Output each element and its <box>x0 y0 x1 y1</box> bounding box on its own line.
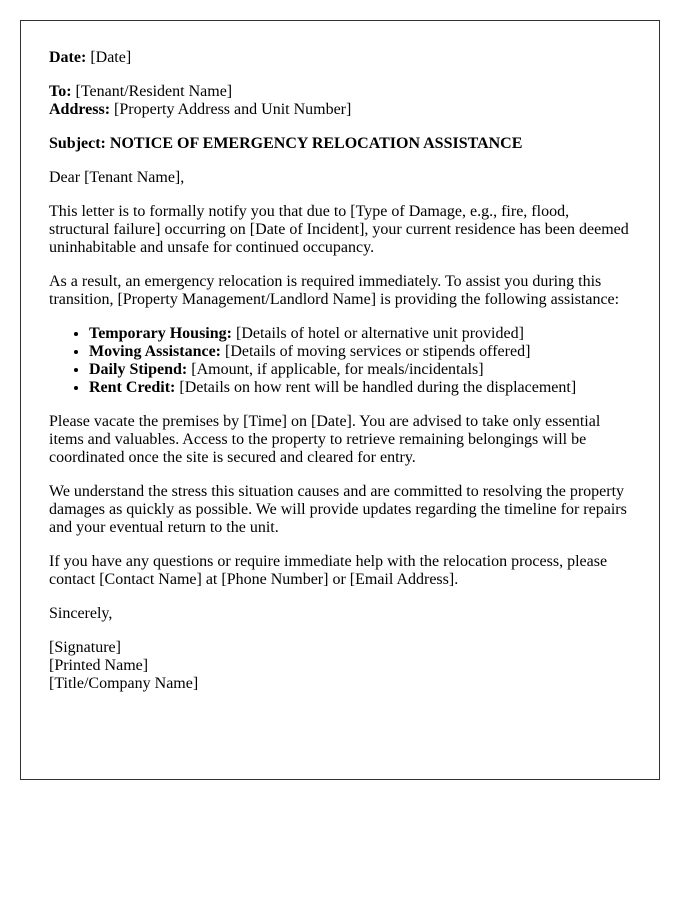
address-value: [Property Address and Unit Number] <box>110 101 352 118</box>
assistance-list <box>49 325 631 397</box>
subject-label: Subject: <box>49 135 106 152</box>
signature-line: [Signature] <box>49 639 121 656</box>
address-line <box>49 101 351 118</box>
date-value: [Date] <box>86 49 132 66</box>
subject-value: NOTICE OF EMERGENCY RELOCATION ASSISTANCE <box>105 135 523 152</box>
to-label: To: <box>49 83 72 100</box>
assistance-item-text: [Details of moving services or stipends offered] <box>221 343 531 360</box>
letter-document <box>20 20 660 780</box>
vacate-paragraph: Please vacate the premises by [Time] on [Date]. You are advised to take only essential items and valuables. Access to the property to retrieve remaining belongings will be coordinated once the site is secured and cleared for entry. <box>49 413 601 466</box>
assistance-item-temporary-housing <box>89 325 631 343</box>
assistance-item-text: [Amount, if applicable, for meals/incidentals] <box>187 361 484 378</box>
assistance-item-label: Daily Stipend: <box>89 361 188 378</box>
subject-line <box>49 135 631 153</box>
signature-block <box>49 639 631 693</box>
recipient-block <box>49 83 631 119</box>
assistance-item-moving-assistance <box>89 343 631 361</box>
to-value: [Tenant/Resident Name] <box>71 83 233 100</box>
assistance-intro-paragraph: As a result, an emergency relocation is required immediately. To assist you during this transition, [Property Management/Landlord Name] is providing the following assistance: <box>49 273 620 308</box>
assistance-item-daily-stipend <box>89 361 631 379</box>
salutation: Dear [Tenant Name], <box>49 169 185 186</box>
printed-name-line: [Printed Name] <box>49 657 149 674</box>
address-label: Address: <box>49 101 111 118</box>
assistance-item-text: [Details of hotel or alternative unit provided] <box>231 325 524 342</box>
to-line <box>49 83 232 100</box>
assistance-item-label: Temporary Housing: <box>89 325 232 342</box>
assistance-item-label: Moving Assistance: <box>89 343 221 360</box>
signoff: Sincerely, <box>49 605 113 622</box>
intro-paragraph: This letter is to formally notify you that due to [Type of Damage, e.g., fire, flood, structural failure] occurring on [Date of Incident], your current residence has been deemed uninhabitable and unsafe for continued occupancy. <box>49 203 629 256</box>
assistance-item-rent-credit <box>89 379 631 397</box>
contact-paragraph: If you have any questions or require immediate help with the relocation process, please contact [Contact Name] at [Phone Number] or [Email Address]. <box>49 553 608 588</box>
assistance-item-text: [Details on how rent will be handled during the displacement] <box>175 379 577 396</box>
commitment-paragraph: We understand the stress this situation causes and are committed to resolving the property damages as quickly as possible. We will provide updates regarding the timeline for repairs and your eventual return to the unit. <box>49 483 627 536</box>
title-company-line: [Title/Company Name] <box>49 675 199 692</box>
date-label: Date: <box>49 49 87 66</box>
assistance-item-label: Rent Credit: <box>89 379 176 396</box>
date-line <box>49 49 631 67</box>
